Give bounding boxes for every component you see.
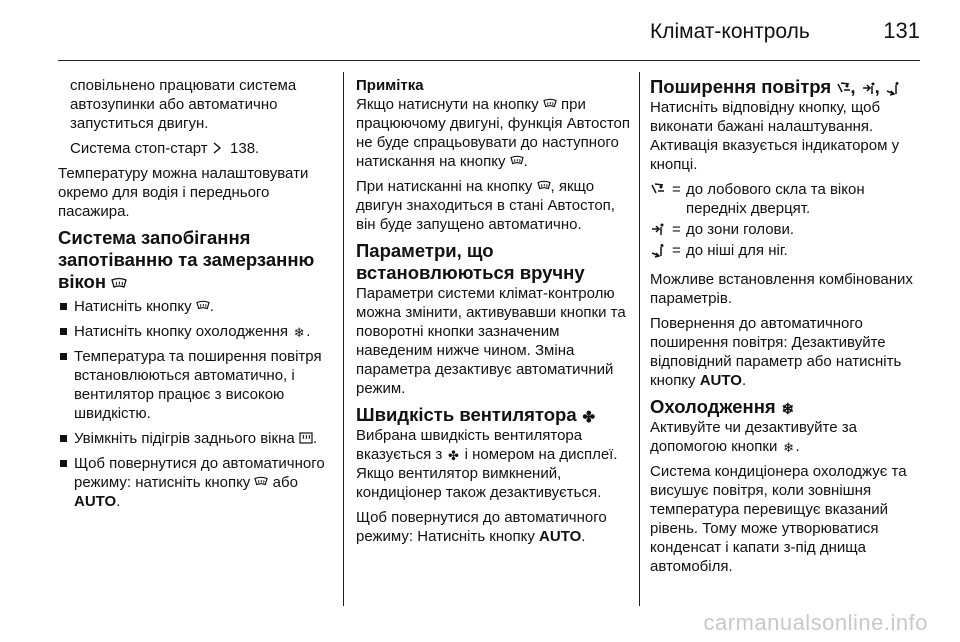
air-distribution-table: = до лобового скла та вікон передніх дверцят. = до зони голови. = до ніші для ніг. xyxy=(650,180,924,260)
head-airflow-icon xyxy=(650,223,664,235)
column-1 xyxy=(58,76,336,517)
column-3 xyxy=(650,76,924,582)
list-item: Щоб повернутися до автоматичного режиму: натисніть кнопку або AUTO. xyxy=(58,454,336,511)
reference-arrow-icon xyxy=(212,142,226,154)
snowflake-icon: ❄ xyxy=(783,440,794,455)
head-airflow-icon xyxy=(861,82,875,94)
snowflake-icon: ❄ xyxy=(293,325,305,340)
windshield-defrost-icon xyxy=(510,155,524,167)
paragraph: Щоб повернутися до автоматичного режиму: Натисніть кнопку AUTO. xyxy=(356,509,607,545)
section-title: Клімат-контроль xyxy=(650,20,810,43)
header-divider xyxy=(58,60,920,61)
windshield-defrost-icon xyxy=(254,476,268,488)
list-item: Натисніть кнопку охолодження ❄ . xyxy=(58,322,336,341)
windshield-defrost-icon xyxy=(196,300,210,312)
heading-fan-speed: Швидкість вентилятора ✤ xyxy=(356,404,596,426)
windshield-airflow-icon xyxy=(650,183,664,195)
watermark: carmanualsonline.info xyxy=(703,610,928,635)
paragraph-ref: Система стоп-старт 138. xyxy=(70,140,260,157)
windshield-airflow-icon xyxy=(836,82,850,94)
paragraph: Вибрана швидкість вентилятора вказується з ✤ і номером на дисплеї. Якщо вентилятор вимкнений, кондиціонер також дезактивується. xyxy=(356,427,618,501)
windshield-defrost-icon xyxy=(537,180,551,192)
rear-window-heat-icon xyxy=(299,432,313,444)
list-item: Температура та поширення повітря встановлюються автоматично, і вентилятор працює з високою швидкістю. xyxy=(58,347,336,423)
note-paragraph: Якщо натиснути на кнопку при працюючому двигуні, функція Автостоп не буде спрацьовувати до наступного натискання на кнопку . xyxy=(356,96,630,170)
paragraph: Активуйте чи дезактивуйте за допомогою кнопки ❄ . xyxy=(650,419,857,455)
windshield-defrost-icon xyxy=(111,277,125,289)
foot-airflow-icon xyxy=(650,244,664,256)
table-cell: до ніші для ніг. xyxy=(686,242,788,259)
column-2 xyxy=(356,76,632,552)
paragraph: Повернення до автоматичного поширення повітря: Дезактивуйте відповідний параметр або натисніть кнопку AUTO. xyxy=(650,315,902,389)
paragraph: Температуру можна налаштовувати окремо для водія і переднього пасажира. xyxy=(58,165,309,220)
fan-icon: ✤ xyxy=(582,409,596,426)
snowflake-icon: ❄ xyxy=(781,401,795,418)
foot-airflow-icon xyxy=(885,82,899,94)
table-cell: до зони голови. xyxy=(686,221,795,238)
paragraph: Параметри системи клімат-контролю можна змінити, активувавши кнопки та поворотні кнопки зазначеним наведеним нижче чином. Зміна параметра дезактивує автоматичний режим. xyxy=(356,285,626,397)
heading-air-distribution: Поширення повітря , , xyxy=(650,76,924,98)
paragraph: Можливе встановлення комбінованих параметрів. xyxy=(650,271,913,307)
heading-cooling: Охолодження ❄ xyxy=(650,396,795,418)
paragraph: сповільнено працювати система автозупинки або автоматично запуститься двигун. xyxy=(70,77,297,132)
column-divider-2 xyxy=(639,72,640,606)
note-heading: Примітка xyxy=(356,77,424,94)
paragraph: Система кондиціонера охолоджує та висушує повітря, коли зовнішня температура перевищує вказаний рівень. Тому може утворюватися конденсат і капати з-під днища автомобіля. xyxy=(650,463,907,575)
column-divider-1 xyxy=(343,72,344,606)
heading-defrost: Система запобігання запотіванню та замерзанню вікон xyxy=(58,227,315,292)
paragraph: Натисніть відповідну кнопку, щоб виконати бажані налаштування. Активація вказується індикатором у кнопці. xyxy=(650,99,900,173)
note-paragraph: При натисканні на кнопку , якщо двигун знаходиться в стані Автостоп, він буде запущено автоматично. xyxy=(356,178,615,233)
table-cell: до лобового скла та вікон передніх дверцят. xyxy=(686,181,865,217)
list-item: Увімкніть підігрів заднього вікна . xyxy=(58,429,336,448)
fan-icon: ✤ xyxy=(447,448,459,463)
heading-manual-params: Параметри, що встановлюються вручну xyxy=(356,240,585,283)
list-item: Натисніть кнопку . xyxy=(58,297,336,316)
windshield-defrost-icon xyxy=(543,98,557,110)
page-number: 131 xyxy=(883,18,920,43)
